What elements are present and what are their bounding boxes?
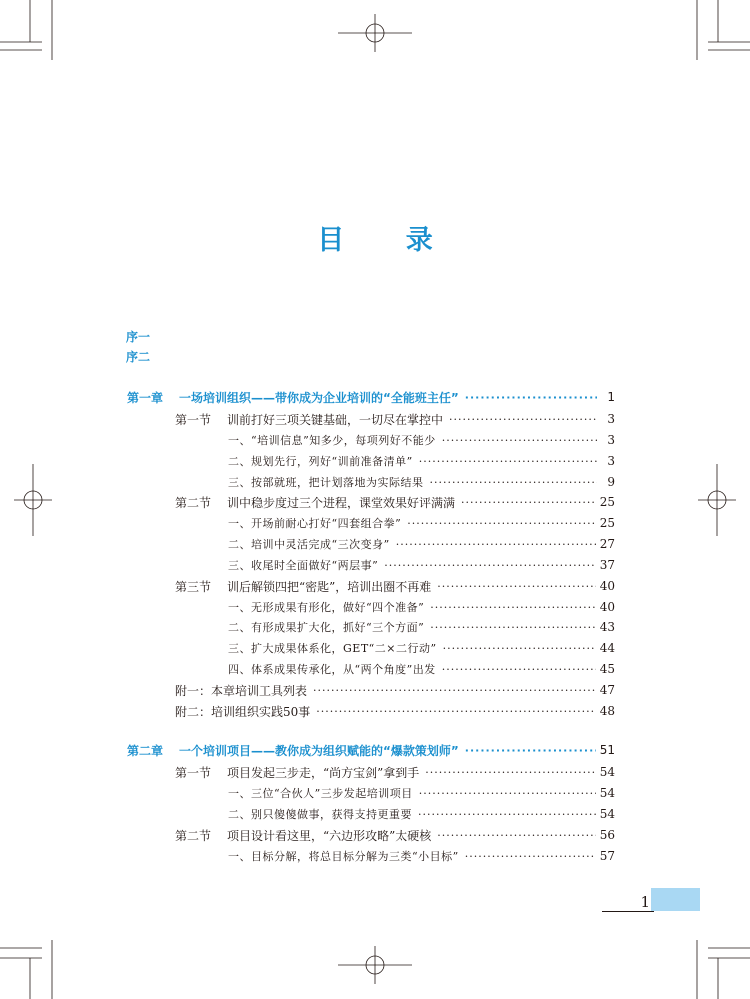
toc-entry-page: 40 [599, 600, 615, 614]
toc-appendix-entry[interactable] [175, 681, 615, 699]
toc-entry-page: 54 [599, 765, 615, 779]
toc-entry-title: 附二：培训组织实践50事 [175, 704, 311, 719]
toc-entry-page: 27 [599, 537, 615, 551]
toc-entry-label: 第二节 [175, 495, 212, 510]
toc-entry-page: 3 [607, 433, 615, 447]
toc-dot-leader [465, 850, 596, 863]
toc-entry-label: 第一节 [175, 765, 212, 780]
toc-entry-label: 第一章 [127, 390, 164, 405]
toc-entry-page: 48 [599, 704, 615, 718]
toc-sub-entry[interactable] [228, 535, 615, 553]
toc-entry-label: 第二章 [127, 743, 164, 758]
toc-entry-page: 54 [599, 807, 615, 821]
toc-entry-title: 一场培训组织——带你成为企业培训的“全能班主任” [179, 390, 459, 405]
toc-dot-leader [316, 705, 595, 718]
toc-entry-page: 25 [599, 495, 615, 509]
toc-appendix-entry[interactable] [175, 702, 615, 720]
toc-entry-label: 第一节 [175, 412, 212, 427]
toc-entry-title: 三、按部就班，把计划落地为实际结果 [228, 476, 424, 489]
toc-dot-leader [449, 413, 597, 426]
toc-sub-entry[interactable] [228, 598, 615, 616]
toc-entry-title: 一、开场前耐心打好“四套组合拳” [228, 517, 402, 530]
toc-dot-leader [430, 476, 598, 489]
toc-entry-title: 三、扩大成果体系化，GET“二×二行动” [228, 642, 437, 655]
toc-entry-label: 第三节 [175, 579, 212, 594]
toc-entry-title: 二、规划先行，列好“训前准备清单” [228, 455, 413, 468]
toc-sub-entry[interactable] [228, 639, 615, 657]
toc-sub-entry[interactable] [228, 473, 615, 491]
toc-dot-leader [443, 642, 596, 655]
toc-entry-title: 训中稳步度过三个进程，课堂效果好评满满 [227, 495, 456, 510]
toc-entry-title: 二、培训中灵活完成“三次变身” [228, 538, 390, 551]
toc-dot-leader [465, 391, 597, 404]
toc-entry-page: 51 [599, 743, 615, 757]
preface-1[interactable]: 序一 [126, 330, 151, 344]
toc-dot-leader [418, 808, 596, 821]
toc-sub-entry[interactable] [228, 556, 615, 574]
toc-dot-leader [430, 601, 595, 614]
toc-sub-entry[interactable] [228, 805, 615, 823]
toc-entry-title: 项目设计看这里，“六边形攻略”太硬核 [227, 828, 432, 843]
page-number-tab [651, 888, 700, 911]
toc-entry-title: 项目发起三步走，“尚方宝剑”拿到手 [227, 765, 420, 780]
toc-dot-leader [419, 787, 596, 800]
page-number-rule [602, 911, 654, 912]
toc-section-entry[interactable] [175, 826, 615, 844]
toc-dot-leader [465, 744, 596, 757]
toc-entry-page: 47 [599, 683, 615, 697]
toc-sub-entry[interactable] [228, 618, 615, 636]
toc-entry-page: 3 [607, 412, 615, 426]
toc-entry-page: 43 [599, 620, 615, 634]
toc-entry-label: 第二节 [175, 828, 212, 843]
toc-entry-page: 54 [599, 786, 615, 800]
toc-dot-leader [313, 684, 596, 697]
toc-section-entry[interactable] [175, 410, 615, 428]
toc-sub-entry[interactable] [228, 514, 615, 532]
preface-2[interactable]: 序二 [126, 350, 151, 364]
toc-entry-page: 56 [599, 828, 615, 842]
toc-entry-page: 57 [599, 849, 615, 863]
toc-chapter-entry[interactable] [127, 741, 615, 759]
toc-entry-title: 训前打好三项关键基础，一切尽在掌控中 [227, 412, 444, 427]
toc-entry-page: 25 [599, 516, 615, 530]
toc-section-entry[interactable] [175, 493, 615, 511]
toc-entry-page: 44 [599, 641, 615, 655]
toc-entry-page: 40 [599, 579, 615, 593]
toc-entry-page: 37 [599, 558, 615, 572]
toc-dot-leader [430, 621, 595, 634]
toc-sub-entry[interactable] [228, 452, 615, 470]
toc-entry-page: 9 [607, 475, 615, 489]
toc-entry-page: 1 [607, 390, 615, 404]
toc-entry-title: 一、“培训信息”知多少，每项列好不能少 [228, 434, 436, 447]
toc-entry-page: 3 [607, 454, 615, 468]
toc-entry-title: 一、无形成果有形化，做好“四个准备” [228, 601, 425, 614]
toc-entry-title: 三、收尾时全面做好“两层事” [228, 559, 379, 572]
toc-dot-leader [442, 434, 597, 447]
toc-entry-page: 45 [599, 662, 615, 676]
toc-dot-leader [396, 538, 596, 551]
toc-section-entry[interactable] [175, 763, 615, 781]
toc-entry-title: 一个培训项目——教你成为组织赋能的“爆款策划师” [179, 743, 459, 758]
page-number: 1 [640, 893, 650, 911]
toc-dot-leader [419, 455, 597, 468]
page-title: 目 录 [317, 225, 459, 256]
toc-dot-leader [442, 663, 596, 676]
toc-entry-title: 二、别只傻傻做事，获得支持更重要 [228, 808, 412, 821]
toc-dot-leader [384, 559, 595, 572]
toc-entry-title: 附一：本章培训工具列表 [175, 683, 308, 698]
toc-section-entry[interactable] [175, 577, 615, 595]
toc-dot-leader [407, 517, 595, 530]
toc-entry-title: 一、目标分解，将总目标分解为三类“小目标” [228, 850, 459, 863]
toc-dot-leader [425, 766, 595, 779]
toc-sub-entry[interactable] [228, 660, 615, 678]
toc-dot-leader [461, 496, 596, 509]
toc-sub-entry[interactable] [228, 784, 615, 802]
toc-dot-leader [437, 580, 595, 593]
toc-sub-entry[interactable] [228, 431, 615, 449]
toc-entry-title: 训后解锁四把“密匙”，培训出圈不再难 [227, 579, 432, 594]
toc-sub-entry[interactable] [228, 847, 615, 865]
toc-dot-leader [437, 829, 595, 842]
toc-entry-title: 四、体系成果传承化，从“两个角度”出发 [228, 663, 436, 676]
toc-chapter-entry[interactable] [127, 388, 615, 406]
toc-entry-title: 二、有形成果扩大化，抓好“三个方面” [228, 621, 425, 634]
toc-entry-title: 一、三位“合伙人”三步发起培训项目 [228, 787, 413, 800]
